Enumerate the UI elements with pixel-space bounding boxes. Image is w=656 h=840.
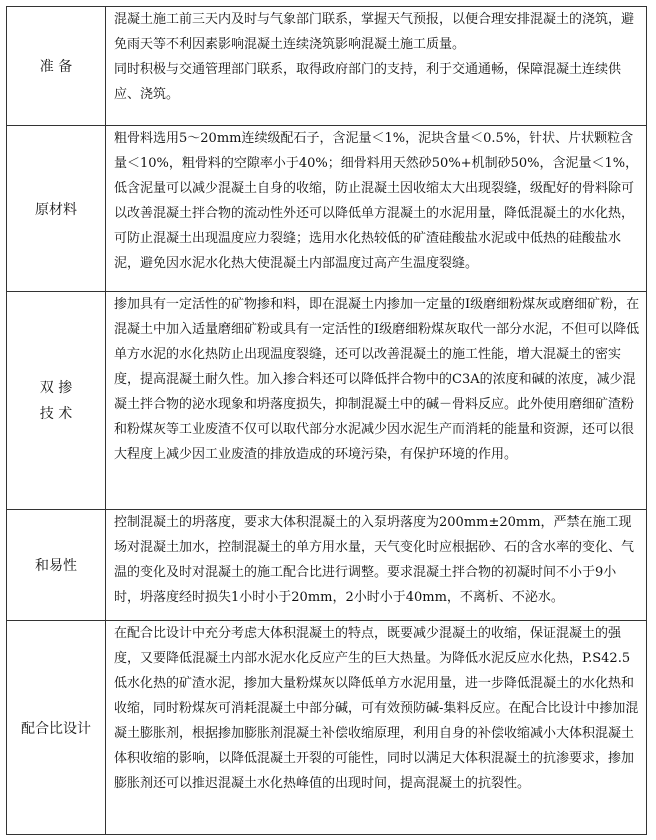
row-label-preparation: 准 备 — [7, 7, 106, 126]
row-label-raw-materials: 原材料 — [7, 126, 106, 292]
label-line: 技 术 — [39, 405, 73, 422]
content-paragraph: 控制混凝土的坍落度，要求大体积混凝土的入泵坍落度为200mm±20mm，严禁在施工现场对混凝土加水，控制混凝土的单方用水量，天气变化时应根据砂、石的含水率的变化、气温的变化及时对混凝土的施工配合比进行调整。要求混凝土拌合物的初凝时间不小于9小时，坍落度经时损失1小时小于20mm，2小时小于40mm，不离析、不泌水。 — [114, 515, 635, 605]
table-row — [7, 7, 647, 126]
table-row — [7, 126, 647, 292]
content-paragraph: 掺加具有一定活性的矿物掺和料，即在混凝土内掺加一定量的Ⅰ级磨细粉煤灰或磨细矿粉，在混凝土中加入适量磨细矿粉或具有一定活性的Ⅰ级磨细粉煤灰取代一部分水泥，不但可以降低单方水泥的水化热防止出现温度裂缝，还可以改善混凝土的施工性能，增大混凝土的密实度，提高混凝土耐久性。加入掺合料还可以降低拌合物中的C3A的浓度和碱的浓度，减少混凝土拌合物的泌水现象和坍落度损失，抑制混凝土中的碱－骨料反应。此外使用磨细矿渣粉和粉煤灰等工业废渣不仅可以取代部分水泥减少因水泥生产而消耗的能量和资源，还可以很大程度上减少因工业废渣的排放造成的环境污染，有保护环境的作用。 — [114, 297, 640, 462]
content-paragraph: 混凝土施工前三天内及时与气象部门联系，掌握天气预报，以便合理安排混凝土的浇筑，避免雨天等不利因素影响混凝土连续浇筑影响混凝土施工质量。 — [114, 12, 635, 52]
table-row — [7, 292, 647, 510]
label-line: 双 掺 — [39, 379, 73, 396]
content-paragraph: 同时积极与交通管理部门联系，取得政府部门的支持，利于交通通畅，保障混凝土连续供应、浇筑。 — [114, 62, 622, 102]
table-row — [7, 510, 647, 621]
row-label-mix-design: 配合比设计 — [7, 621, 106, 835]
row-content-raw-materials — [106, 126, 647, 292]
row-label-workability: 和易性 — [7, 510, 106, 621]
row-content-workability — [106, 510, 647, 621]
construction-measures-table — [6, 6, 647, 835]
row-content-preparation — [106, 7, 647, 126]
content-paragraph: 粗骨料选用5～20mm连续级配石子，含泥量＜1%，泥块含量＜0.5%，针状、片状颗粒含量＜10%，粗骨料的空隙率小于40%；细骨料用天然砂50%+机制砂50%，含泥量＜1%，低含泥量可以减少混凝土自身的收缩，防止混凝土因收缩太大出现裂缝，级配好的骨料除可以改善混凝土拌合物的流动性外还可以降低单方混凝土的水泥用量，降低混凝土的水化热，可防止混凝土出现温度应力裂缝；选用水化热较低的矿渣硅酸盐水泥或中低热的硅酸盐水泥，避免因水泥水化热大使混凝土内部温度过高产生温度裂缝。 — [114, 131, 639, 271]
row-label-double-admixture — [7, 292, 106, 510]
content-paragraph: 在配合比设计中充分考虑大体积混凝土的特点，既要减少混凝土的收缩，保证混凝土的强度，又要降低混凝土内部水泥水化反应产生的巨大热量。为降低水泥反应水化热，P.S42.5低水化热的矿渣水泥，掺加大量粉煤灰以降低单方水泥用量，进一步降低混凝土的水化热和收缩，同时粉煤灰可消耗混凝土中部分碱，可有效预防碱-集料反应。在配合比设计中掺加混凝土膨胀剂，根据掺加膨胀剂混凝土补偿收缩原理，利用自身的补偿收缩减小大体积混凝土体积收缩的影响，以降低混凝土开裂的可能性，同时以满足大体积混凝土的抗渗要求，掺加膨胀剂还可以推迟混凝土水化热峰值的出现时间，提高混凝土的抗裂性。 — [114, 626, 639, 791]
table-row — [7, 621, 647, 835]
row-content-mix-design — [106, 621, 647, 835]
row-content-double-admixture — [106, 292, 647, 510]
